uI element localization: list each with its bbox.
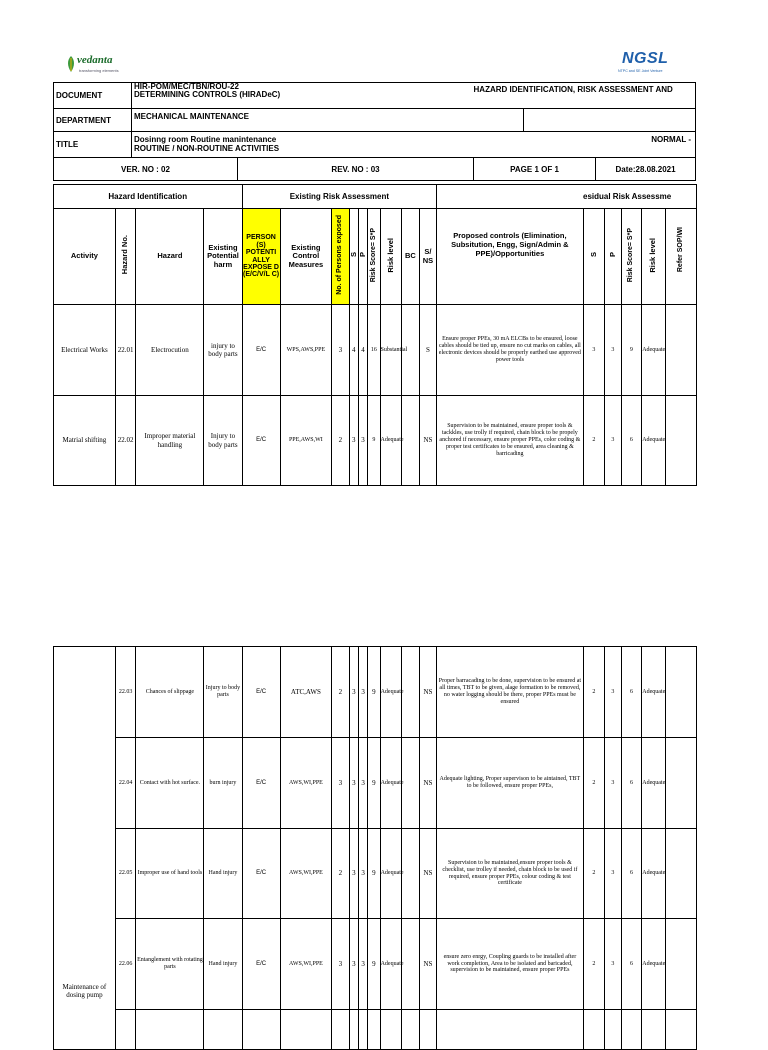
row2-activity: Matrial shifting: [54, 396, 116, 486]
row7-cell: [204, 1010, 242, 1050]
col-s-label: S: [348, 252, 358, 258]
row6-hazard-no: 22.06: [115, 919, 136, 1010]
row1-rscore: 9: [621, 305, 642, 396]
row3-bc: [402, 647, 420, 738]
row1-s: 4: [349, 305, 358, 396]
row5-level: Adequate: [380, 829, 402, 919]
col-refer-sop: [665, 209, 696, 305]
row2-proposed: Supervision to be maintained, ensure proper tools & tackkles, use trolly if required, chain block to be propely anchored if necessary, ensure proper PPEs, color coding & proper test certificates to be ensured, area cleaning & barricading: [437, 396, 583, 486]
revision-number: REV. NO : 03: [238, 158, 474, 181]
vedanta-tagline: transforming elements: [79, 68, 119, 73]
row6-s: 3: [349, 919, 358, 1010]
row6-harm: Hand injury: [204, 919, 242, 1010]
col-refer-sop-label: Refer SOP/WI: [676, 227, 684, 273]
col-persons-exposed: PERSON (S) POTENTI ALLY EXPOSE D (E/C/V/L C): [242, 209, 280, 305]
row6-rs: 2: [583, 919, 605, 1010]
row3-rscore: 6: [621, 647, 642, 738]
row3-n: 2: [332, 647, 350, 738]
document-code: HIR-POM/MEC/TBN/ROU-22: [134, 82, 239, 91]
risk-table-page1: [53, 184, 697, 486]
col-s-ns: S/ NS: [419, 209, 437, 305]
row2-persons: E/C: [242, 396, 280, 486]
row5-hazard-no: 22.05: [115, 829, 136, 919]
row2-bc: [402, 396, 420, 486]
row3-refer: [665, 647, 696, 738]
department-value: MECHANICAL MAINTENANCE: [132, 109, 524, 132]
row2-rscore: 6: [621, 396, 642, 486]
row1-rs: 3: [583, 305, 605, 396]
row7-cell: [380, 1010, 402, 1050]
row7-cell: [621, 1010, 642, 1050]
document-date: Date:28.08.2021: [596, 158, 696, 181]
col-p: [358, 209, 367, 305]
row6-n: 3: [332, 919, 350, 1010]
row5-hazard: Improper use of hand tools: [136, 829, 204, 919]
row5-score: 9: [368, 829, 380, 919]
row4-control: AWS,WI,PPE: [280, 738, 332, 829]
col-hazard-no-label: Hazard No.: [120, 235, 130, 275]
row4-persons: E/C: [242, 738, 280, 829]
row4-level: Adequate: [380, 738, 402, 829]
group-residual-risk: esidual Risk Assessme: [583, 185, 696, 209]
row2-refer: [665, 396, 696, 486]
row5-rp: 3: [605, 829, 621, 919]
row1-activity: Electrical Works: [54, 305, 116, 396]
table-row: [54, 919, 697, 1010]
row5-control: AWS,WI,PPE: [280, 829, 332, 919]
row2-rp: 3: [605, 396, 621, 486]
row1-p: 4: [358, 305, 367, 396]
row5-harm: Hand injury: [204, 829, 242, 919]
table-row: [54, 305, 697, 396]
row6-rp: 3: [605, 919, 621, 1010]
vedanta-logo: [66, 54, 126, 80]
row3-rp: 3: [605, 647, 621, 738]
row2-hazard: Improper material handling: [136, 396, 204, 486]
group-hazard-identification: Hazard Identification: [54, 185, 243, 209]
table-row: [54, 647, 697, 738]
row4-refer: [665, 738, 696, 829]
col-no-persons-label: No. of Persons exposed: [336, 215, 344, 295]
col-residual-score-label: Risk Score= S*P: [627, 227, 635, 283]
row1-refer: [665, 305, 696, 396]
row1-proposed: Ensure proper PPEs, 30 mA ELCBs to be ensured, loose cables should be tied up, ensure no cut marks on cables, all electronic devices should be properly earthed use approved power tools: [437, 305, 583, 396]
col-residual-level: [642, 209, 666, 305]
col-existing-control: Existing Control Measures: [280, 209, 332, 305]
col-p-label: P: [357, 252, 367, 258]
title-label: TITLE: [54, 132, 132, 158]
department-blank: [524, 109, 696, 132]
row7-cell: [136, 1010, 204, 1050]
row1-hazard-no: 22.01: [115, 305, 136, 396]
row1-rlevel: Adequate: [642, 305, 666, 396]
table-row: [54, 829, 697, 919]
row6-s-ns: NS: [419, 919, 437, 1010]
row4-harm: burn injury: [204, 738, 242, 829]
vedanta-brand: vedanta: [77, 54, 113, 66]
row7-cell: [419, 1010, 437, 1050]
row4-bc: [402, 738, 420, 829]
row6-persons: E/C: [242, 919, 280, 1010]
row5-bc: [402, 829, 420, 919]
row5-n: 2: [332, 829, 350, 919]
row5-rscore: 6: [621, 829, 642, 919]
row1-harm: injury to body parts: [204, 305, 242, 396]
row1-persons: E/C: [242, 305, 280, 396]
group-existing-risk: Existing Risk Assessment: [242, 185, 437, 209]
row2-s-ns: NS: [419, 396, 437, 486]
row6-refer: [665, 919, 696, 1010]
row4-p: 3: [358, 738, 367, 829]
document-label: DOCUMENT: [54, 83, 132, 109]
row4-rlevel: Adequate: [642, 738, 666, 829]
col-residual-s-label: S: [588, 252, 598, 258]
row6-p: 3: [358, 919, 367, 1010]
row3-control: ATC,AWS: [280, 647, 332, 738]
row3-rs: 2: [583, 647, 605, 738]
row3-score: 9: [368, 647, 380, 738]
row1-n: 3: [332, 305, 350, 396]
version-number: VER. NO : 02: [54, 158, 238, 181]
title-line2: ROUTINE / NON-ROUTINE ACTIVITIES: [134, 143, 280, 153]
row7-cell: [368, 1010, 380, 1050]
row1-control: WPS,AWS,PPE: [280, 305, 332, 396]
row4-n: 3: [332, 738, 350, 829]
row5-persons: E/C: [242, 829, 280, 919]
row7-cell: [332, 1010, 350, 1050]
row3-p: 3: [358, 647, 367, 738]
row6-hazard: Entanglement with rotating parts: [136, 919, 204, 1010]
row6-rscore: 6: [621, 919, 642, 1010]
title-line1: Dosinng room Routine manintenance: [134, 135, 277, 145]
page2-activity: Maintenance of dosing pump: [54, 647, 116, 1050]
row2-control: PPE,AWS,WI: [280, 396, 332, 486]
col-residual-p: [605, 209, 621, 305]
risk-table-page2: [53, 646, 697, 1050]
row6-control: AWS,WI,PPE: [280, 919, 332, 1010]
group-spacer: [437, 185, 583, 209]
vedanta-leaf-icon: [66, 56, 76, 72]
title-value: [132, 132, 524, 158]
row5-rlevel: Adequate: [642, 829, 666, 919]
col-proposed-controls: Proposed controls (Elimination, Subsitution, Engg, Sign/Admin & PPE)/Opportunities: [437, 209, 583, 305]
row7-cell: [402, 1010, 420, 1050]
row4-s-ns: NS: [419, 738, 437, 829]
row5-p: 3: [358, 829, 367, 919]
row3-proposed: Proper barracading to be done, supervision to be ensured at all times, TBT to be given, alage formation to be removed, no water logging should be there, proper PPEs must be ensured: [437, 647, 583, 738]
document-value: [132, 83, 474, 109]
ngsl-logo: [618, 50, 678, 80]
row4-hazard-no: 22.04: [115, 738, 136, 829]
department-label: DEPARTMENT: [54, 109, 132, 132]
col-activity: Activity: [54, 209, 116, 305]
row7-cell: [358, 1010, 367, 1050]
row6-bc: [402, 919, 420, 1010]
row4-proposed: Adequate lighting, Proper supervison to be aintained, TBT to be followed, ensure proper PPEs,: [437, 738, 583, 829]
col-risk-score: [368, 209, 380, 305]
row7-cell: [642, 1010, 666, 1050]
col-hazard-no: [115, 209, 136, 305]
row2-s: 3: [349, 396, 358, 486]
col-residual-score: [621, 209, 642, 305]
row7-cell: [605, 1010, 621, 1050]
document-title: HAZARD IDENTIFICATION, RISK ASSESSMENT AND: [474, 83, 696, 109]
row2-harm: Injury to body parts: [204, 396, 242, 486]
row4-rs: 2: [583, 738, 605, 829]
col-risk-level-label: Risk level: [385, 237, 395, 273]
row2-level: Adequate: [380, 396, 402, 486]
row2-hazard-no: 22.02: [115, 396, 136, 486]
row4-s: 3: [349, 738, 358, 829]
row3-hazard-no: 22.03: [115, 647, 136, 738]
row5-rs: 2: [583, 829, 605, 919]
col-residual-s: [583, 209, 605, 305]
row6-proposed: ensure zero enrgy, Coupling guards to be installed after work completion, Area to be isolated and baricaded, supervision to be maintained, ensure proper PPEs: [437, 919, 583, 1010]
row2-score: 9: [368, 396, 380, 486]
row4-hazard: Contact with hot surface.: [136, 738, 204, 829]
row7-cell: [437, 1010, 583, 1050]
ngsl-brand: NGSL: [622, 50, 669, 67]
row1-level: Substantial: [380, 305, 402, 396]
row7-cell: [583, 1010, 605, 1050]
document-header: [53, 82, 696, 181]
row6-level: Adequate: [380, 919, 402, 1010]
col-bc: BC: [402, 209, 420, 305]
row4-rscore: 6: [621, 738, 642, 829]
table-row: [54, 396, 697, 486]
row3-s-ns: NS: [419, 647, 437, 738]
row3-level: Adequate: [380, 647, 402, 738]
col-hazard: Hazard: [136, 209, 204, 305]
row1-s-ns: S: [419, 305, 437, 396]
row6-rlevel: Adequate: [642, 919, 666, 1010]
col-residual-p-label: P: [607, 252, 617, 258]
table-row: [54, 738, 697, 829]
row5-s: 3: [349, 829, 358, 919]
row3-s: 3: [349, 647, 358, 738]
row3-harm: Injury to body parts: [204, 647, 242, 738]
col-risk-level: [380, 209, 402, 305]
row5-proposed: Supervision to be maintained,ensure proper tools & checklist, use trolley if needed, chain block to be used if required, ensure proper PPEs, colour coding & test certificate: [437, 829, 583, 919]
row1-score: 16: [368, 305, 380, 396]
ngsl-tagline: NTPC and SE Joint Venture: [618, 69, 663, 73]
col-residual-level-label: Risk level: [648, 237, 658, 273]
col-existing-harm: Existing Potential harm: [204, 209, 242, 305]
row7-cell: [280, 1010, 332, 1050]
row2-rlevel: Adequate: [642, 396, 666, 486]
row7-cell: [115, 1010, 136, 1050]
row5-s-ns: NS: [419, 829, 437, 919]
row3-persons: E/C: [242, 647, 280, 738]
col-risk-score-label: Risk Score= S*P: [369, 227, 377, 283]
row7-cell: [349, 1010, 358, 1050]
row1-hazard: Electrocution: [136, 305, 204, 396]
row1-rp: 3: [605, 305, 621, 396]
row5-refer: [665, 829, 696, 919]
row2-n: 2: [332, 396, 350, 486]
title-status: NORMAL -: [524, 132, 696, 158]
page-number: PAGE 1 OF 1: [474, 158, 596, 181]
row3-hazard: Chances of slippage: [136, 647, 204, 738]
col-no-persons: [332, 209, 350, 305]
row2-p: 3: [358, 396, 367, 486]
row4-score: 9: [368, 738, 380, 829]
row6-score: 9: [368, 919, 380, 1010]
row7-cell: [242, 1010, 280, 1050]
row4-rp: 3: [605, 738, 621, 829]
row2-rs: 2: [583, 396, 605, 486]
row7-cell: [665, 1010, 696, 1050]
table-row: [54, 1010, 697, 1050]
document-subtitle: DETERMINING CONTROLS (HIRADeC): [134, 90, 281, 100]
row3-rlevel: Adequate: [642, 647, 666, 738]
